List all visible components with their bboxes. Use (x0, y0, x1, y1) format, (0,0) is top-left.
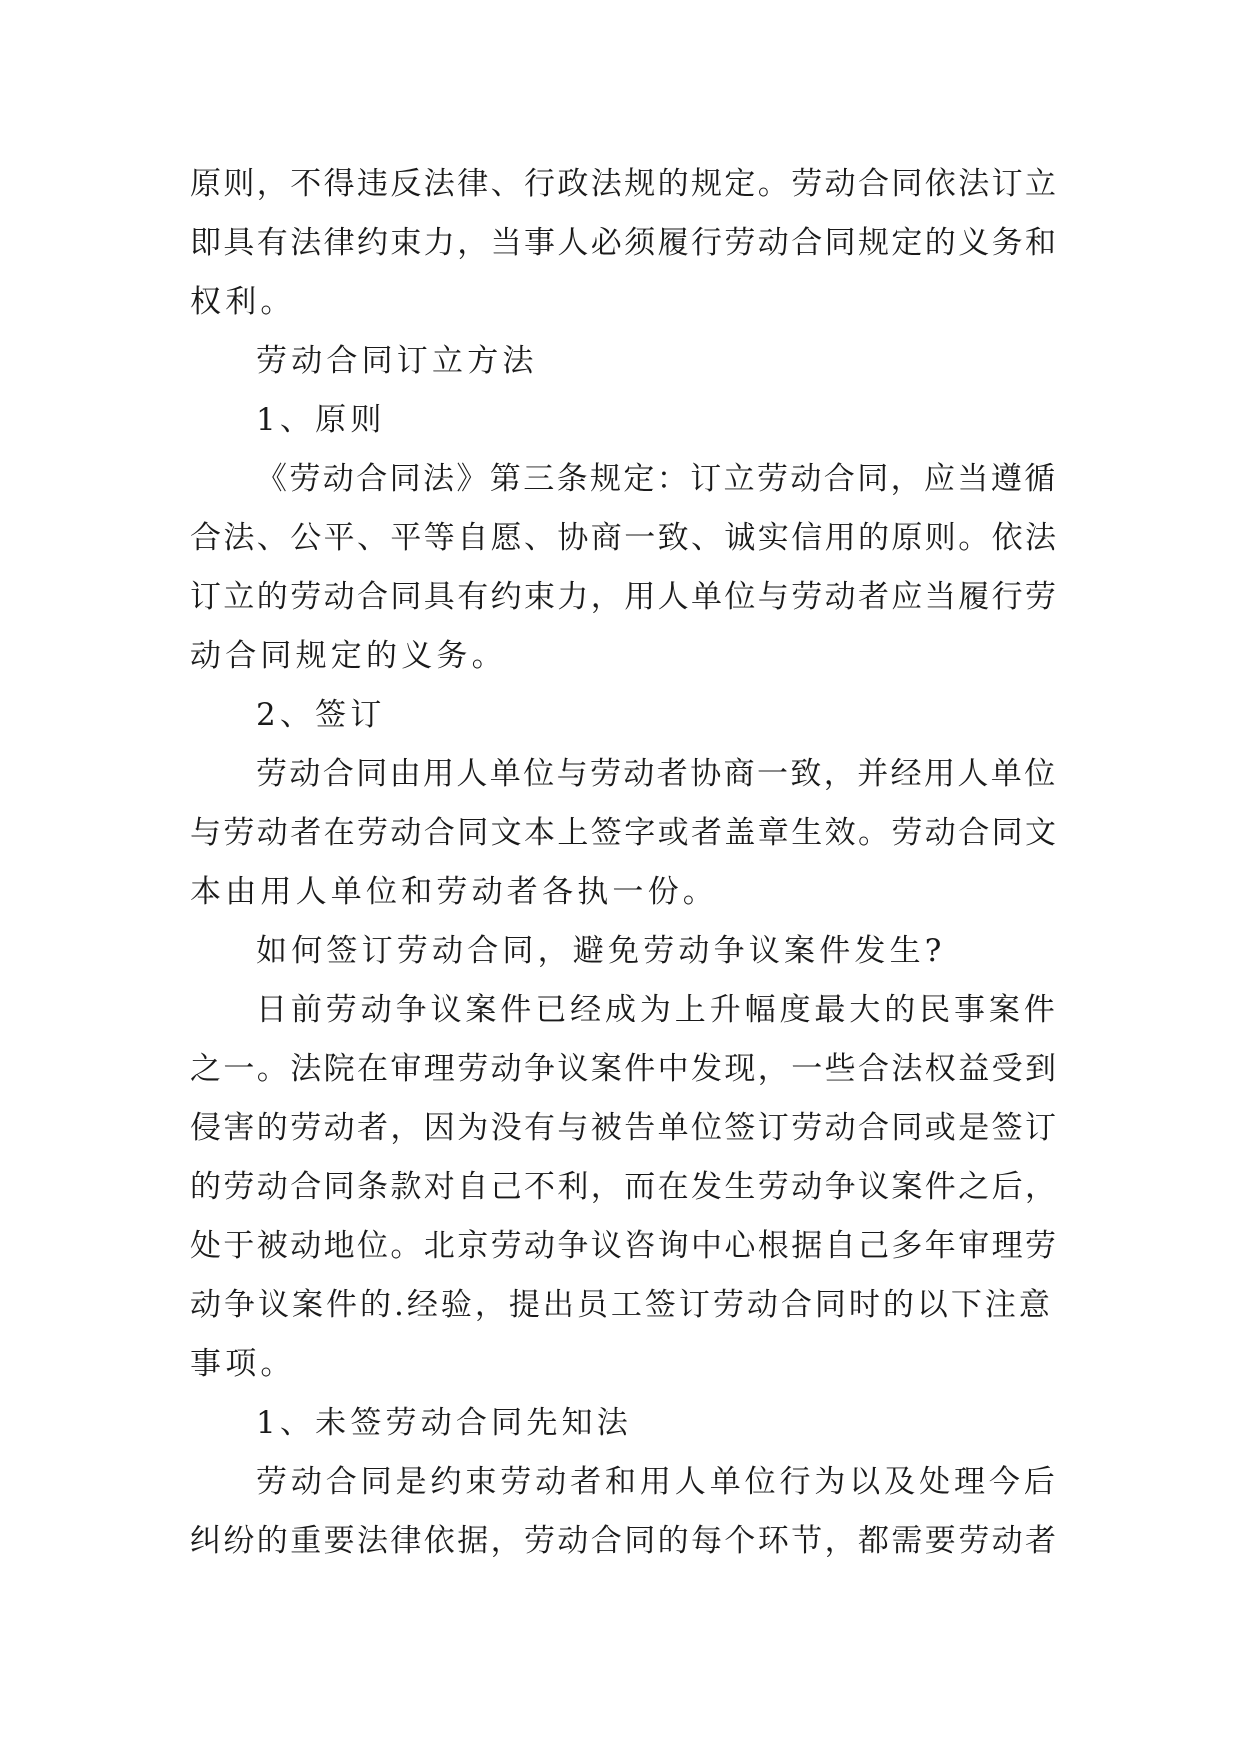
text-line: 《劳动合同法》第三条规定：订立劳动合同，应当遵循 (256, 461, 1058, 497)
text-line: 合法、公平、平等自愿、协商一致、诚实信用的原则。依法 (190, 520, 1059, 556)
text-line: 纠纷的重要法律依据，劳动合同的每个环节，都需要劳动者 (190, 1523, 1059, 1559)
text-line: 劳动合同由用人单位与劳动者协商一致，并经用人单位 (256, 756, 1058, 792)
text-line: 劳动合同是约束劳动者和用人单位行为以及处理今后 (256, 1464, 1059, 1500)
text-line: 侵害的劳动者，因为没有与被告单位签订劳动合同或是签订 (190, 1110, 1059, 1146)
text-line: 之一。法院在审理劳动争议案件中发现，一些合法权益受到 (190, 1051, 1059, 1087)
text-line: 订立的劳动合同具有约束力，用人单位与劳动者应当履行劳 (190, 579, 1059, 615)
text-line: 处于被动地位。北京劳动争议咨询中心根据自己多年审理劳 (190, 1228, 1059, 1264)
text-line: 的劳动合同条款对自己不利，而在发生劳动争议案件之后， (190, 1169, 1059, 1205)
text-line: 权利。 (190, 284, 296, 320)
document-body (190, 155, 1060, 1571)
text-line: 日前劳动争议案件已经成为上升幅度最大的民事案件 (256, 992, 1059, 1028)
text-line: 动合同规定的义务。 (190, 638, 507, 674)
text-line: 原则，不得违反法律、行政法规的规定。劳动合同依法订立 (190, 166, 1059, 202)
text-line: 动争议案件的.经验，提出员工签订劳动合同时的以下注意 (190, 1287, 1053, 1323)
section-heading: 劳动合同订立方法 (256, 343, 538, 379)
subsection-heading: 1、未签劳动合同先知法 (256, 1405, 632, 1441)
text-line: 本由用人单位和劳动者各执一份。 (190, 874, 718, 910)
subsection-heading: 2、签订 (256, 697, 386, 733)
text-line: 与劳动者在劳动合同文本上签字或者盖章生效。劳动合同文 (190, 815, 1059, 851)
subsection-heading: 1、原则 (256, 402, 386, 438)
text-line: 即具有法律约束力，当事人必须履行劳动合同规定的义务和 (190, 225, 1059, 261)
section-heading: 如何签订劳动合同，避免劳动争议案件发生? (256, 933, 946, 969)
text-line: 事项。 (190, 1346, 296, 1382)
